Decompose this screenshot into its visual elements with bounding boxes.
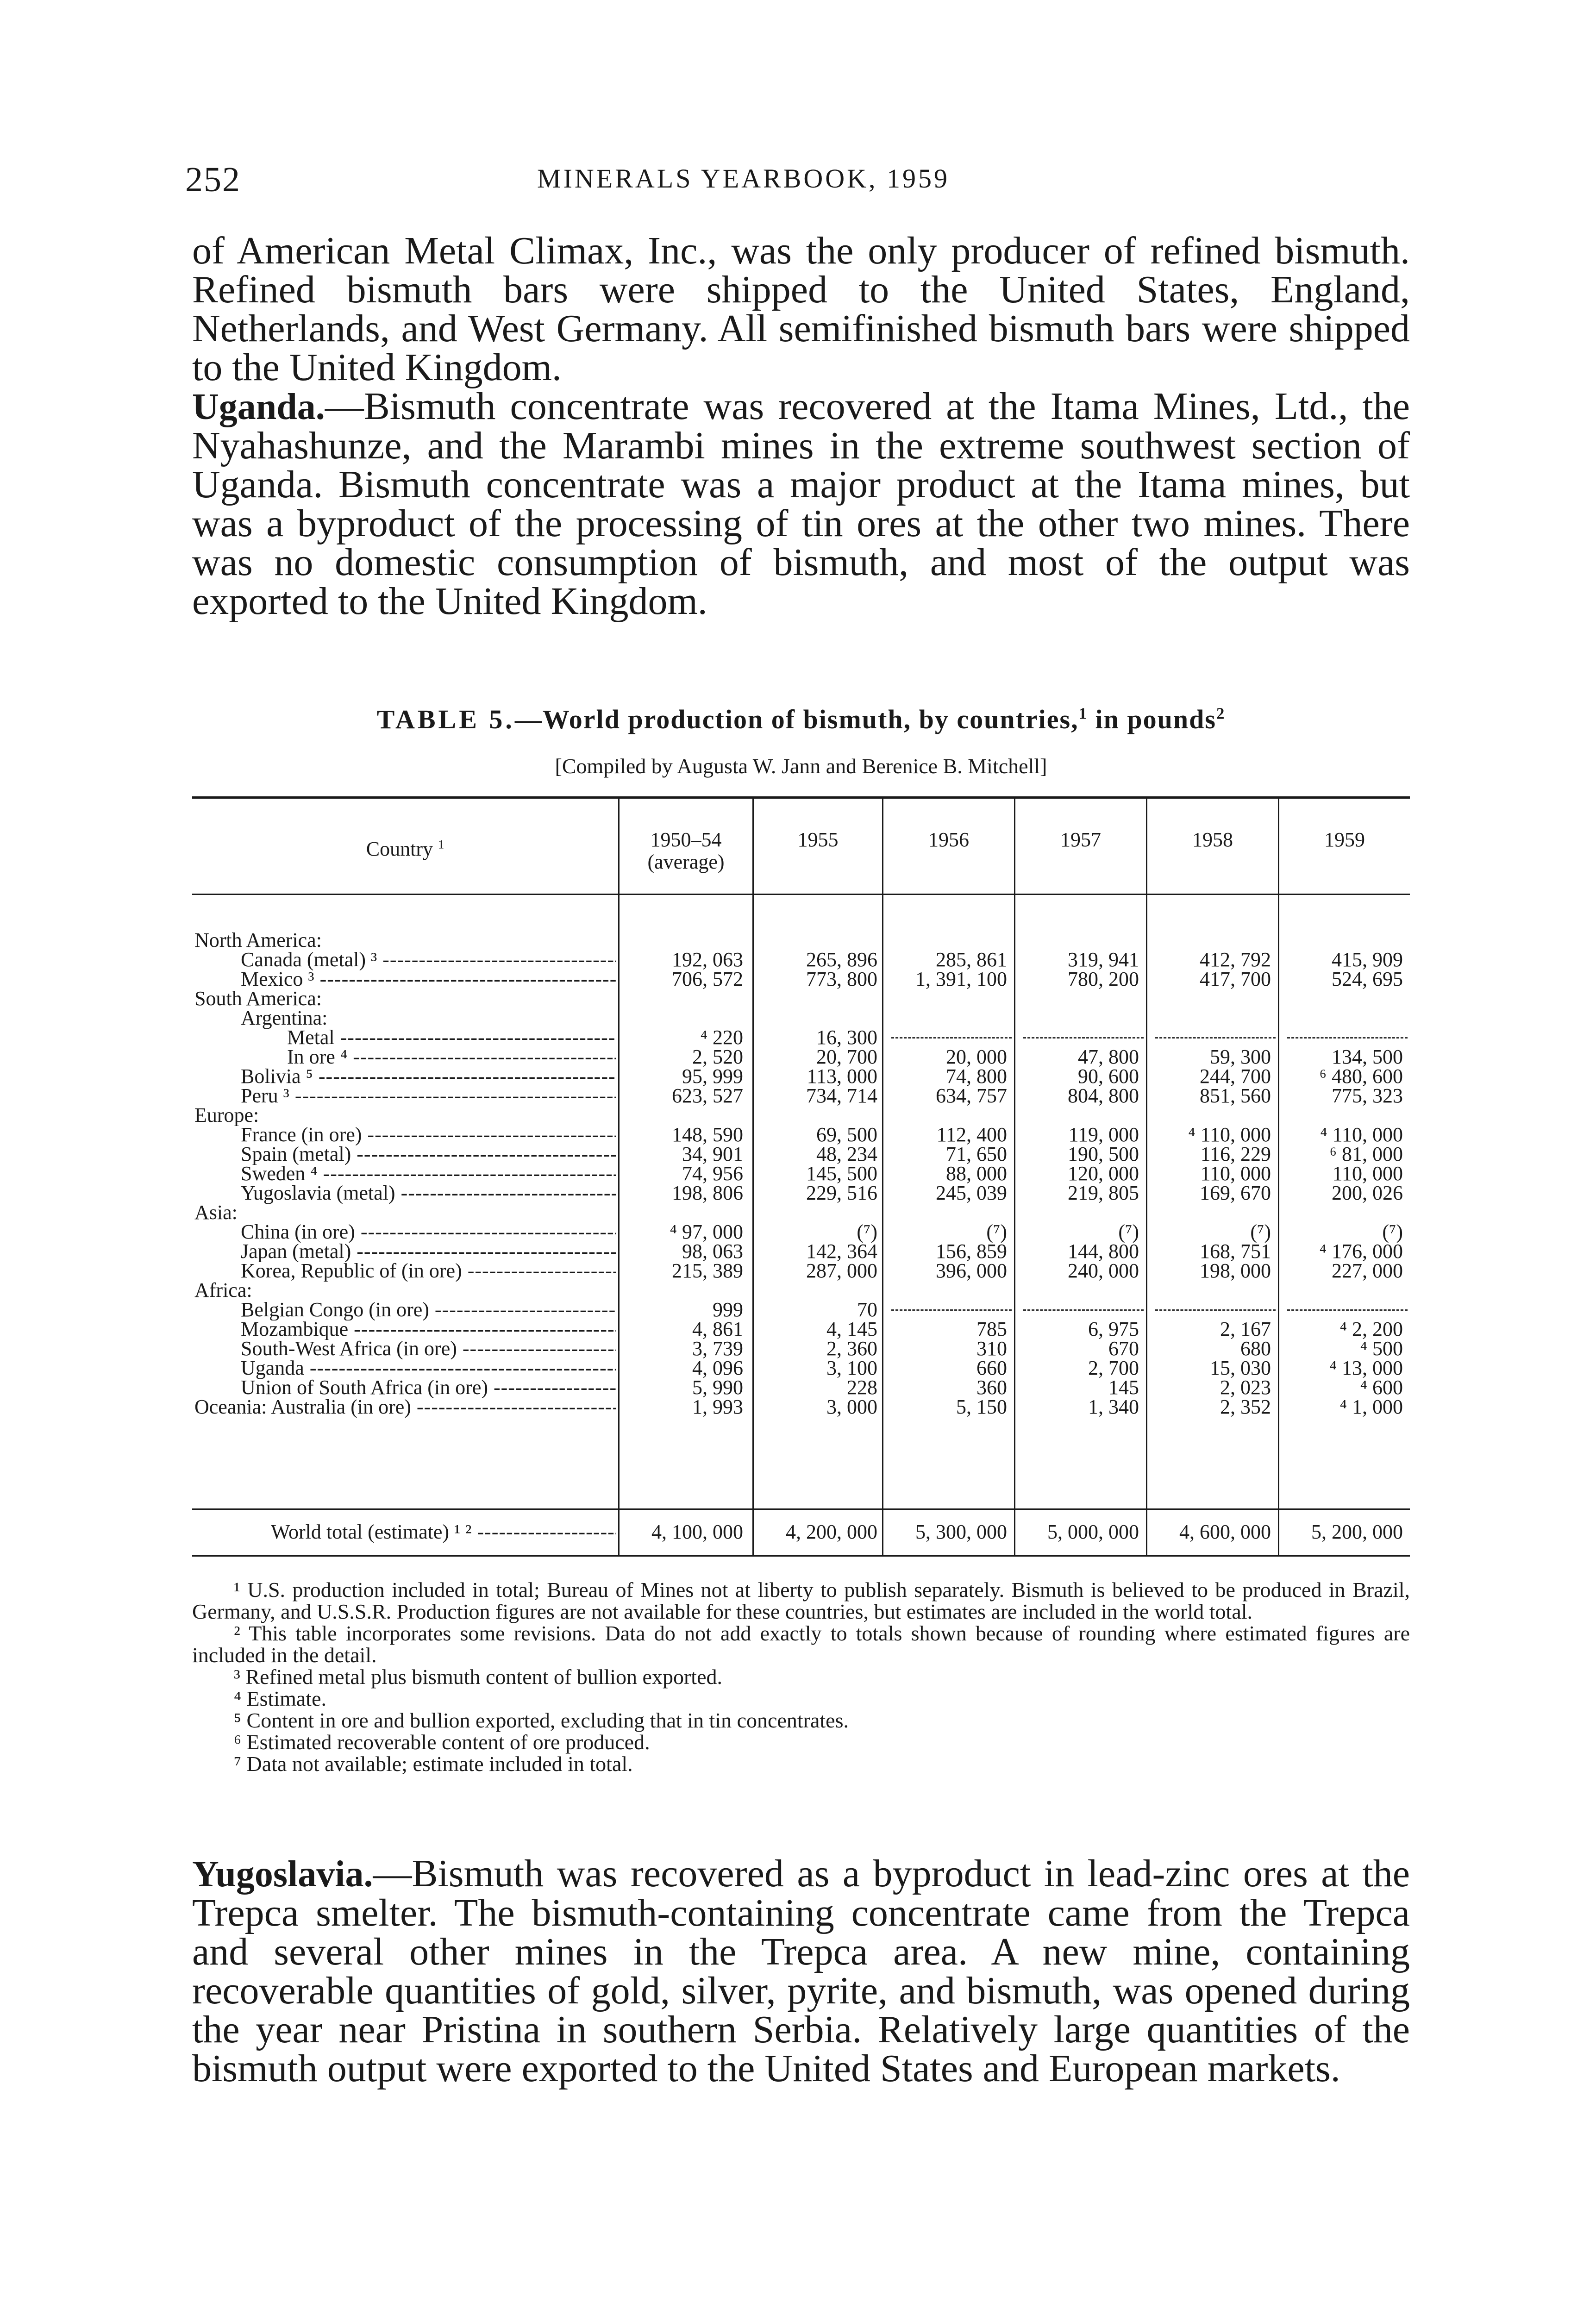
dash-cell	[1155, 1309, 1276, 1311]
cell: 16, 300	[816, 1026, 877, 1049]
footnote: ⁴ Estimate.	[234, 1687, 326, 1710]
footnote: ³ Refined metal plus bismuth content of bullion exported.	[234, 1665, 722, 1689]
cell: ⁴ 1, 000	[1339, 1395, 1403, 1418]
cell: 145, 500	[806, 1162, 877, 1185]
uganda-text: —Bismuth concentrate was recovered at the Itama Mines, Ltd., the Nyahashunze, and the Marambi mines in the extreme southwest section of Uganda. Bismuth concentrate was a major product at the Itama mines, but was a byproduct of the processing of tin ores at the other two mines. There was no domestic consumption of bismuth, and most of the output was exported to the United Kingdom.	[192, 385, 1410, 623]
cell: ⁶ 81, 000	[1329, 1143, 1403, 1165]
cell: 198, 806	[672, 1182, 743, 1204]
cell: 660	[976, 1357, 1007, 1379]
table-top-rule	[192, 796, 1410, 799]
cell: (⁷)	[857, 1220, 877, 1243]
header-1955: 1955	[797, 828, 839, 851]
cell: 145	[1108, 1376, 1139, 1399]
row-label: Africa:	[194, 1280, 252, 1301]
table-row	[192, 988, 1410, 1009]
cell: 71, 650	[946, 1143, 1007, 1165]
cell: 215, 389	[672, 1259, 743, 1282]
cell: 156, 859	[936, 1240, 1007, 1263]
row-label: Metal -----	[287, 1027, 616, 1048]
cell: 524, 695	[1332, 968, 1403, 990]
running-title: MINERALS YEARBOOK, 1959	[537, 163, 950, 194]
row-label: South-West Africa (in ore) -----	[241, 1338, 616, 1359]
cell: 48, 234	[816, 1143, 877, 1165]
cell: 2, 352	[1220, 1395, 1271, 1418]
cell: 804, 800	[1068, 1084, 1139, 1107]
cell: 229, 516	[806, 1182, 877, 1204]
table-row	[192, 1260, 1410, 1282]
row-label: Oceania: Australia (in ore) -----	[194, 1396, 616, 1418]
cell: 148, 590	[672, 1123, 743, 1146]
cell: 415, 909	[1332, 948, 1403, 971]
table-total-rule-top	[192, 1508, 1410, 1510]
cell: ⁴ 110, 000	[1320, 1123, 1403, 1146]
cell: 623, 527	[672, 1084, 743, 1107]
cell: 98, 063	[682, 1240, 743, 1263]
row-label: Asia:	[194, 1202, 238, 1223]
table-row	[192, 1183, 1410, 1204]
cell: 3, 000	[826, 1395, 877, 1418]
cell: 142, 364	[806, 1240, 877, 1263]
page-number: 252	[185, 160, 241, 199]
dash-cell	[1287, 1037, 1408, 1039]
intro-paragraph: of American Metal Climax, Inc., was the only producer of refined bismuth. Refined bismuth bars were shipped to the United States, England, Netherlands, and West Germany. All semifinished bismuth bars were shipped to the United Kingdom.	[192, 229, 1410, 389]
cell: 70	[857, 1298, 877, 1321]
row-label: Sweden ⁴ -----	[241, 1163, 616, 1184]
cell: 780, 200	[1068, 968, 1139, 990]
cell: 634, 757	[936, 1084, 1007, 1107]
cell: 412, 792	[1200, 948, 1271, 971]
row-label: Spain (metal) -----	[241, 1144, 616, 1165]
cell: 2, 700	[1088, 1357, 1139, 1379]
header-1950-54: 1950–54 (average)	[647, 828, 725, 873]
cell: 775, 323	[1332, 1084, 1403, 1107]
total-cell: 4, 100, 000	[651, 1520, 743, 1543]
total-label: World total (estimate) ¹ ² -----	[271, 1521, 616, 1543]
cell: ⁴ 176, 000	[1319, 1240, 1403, 1263]
cell: 670	[1108, 1337, 1139, 1360]
cell: 240, 000	[1068, 1259, 1139, 1282]
dash-cell	[1023, 1037, 1144, 1039]
cell: 999	[713, 1298, 743, 1321]
table-row	[192, 1319, 1410, 1340]
cell: 192, 063	[672, 948, 743, 971]
cell: 20, 000	[946, 1045, 1007, 1068]
cell: 396, 000	[936, 1259, 1007, 1282]
dash-cell	[1155, 1037, 1276, 1039]
row-label: Peru ³ -----	[241, 1085, 616, 1107]
cell: 15, 030	[1210, 1357, 1271, 1379]
cell: 1, 340	[1088, 1395, 1139, 1418]
cell: 310	[976, 1337, 1007, 1360]
cell: 116, 229	[1200, 1143, 1271, 1165]
row-label: In ore ⁴ -----	[287, 1046, 616, 1068]
dash-cell	[891, 1309, 1012, 1311]
cell: 119, 000	[1068, 1123, 1139, 1146]
cell: 198, 000	[1200, 1259, 1271, 1282]
header-1959: 1959	[1324, 828, 1365, 851]
cell: 113, 000	[807, 1065, 877, 1088]
footnote: ⁵ Content in ore and bullion exported, excluding that in tin concentrates.	[234, 1708, 849, 1732]
table-row	[192, 1085, 1410, 1107]
cell: 74, 800	[946, 1065, 1007, 1088]
cell: 169, 670	[1200, 1182, 1271, 1204]
table-row	[192, 1202, 1410, 1223]
cell: 190, 500	[1068, 1143, 1139, 1165]
total-cell: 5, 200, 000	[1311, 1520, 1403, 1543]
footnote: ² This table incorporates some revisions. Data do not add exactly to totals shown because of rounding where estimated figures are included in the detail.	[192, 1621, 1410, 1667]
cell: 244, 700	[1200, 1065, 1271, 1088]
table-row	[192, 1396, 1410, 1418]
cell: 5, 150	[956, 1395, 1007, 1418]
row-label: South America:	[194, 988, 322, 1009]
cell: 168, 751	[1200, 1240, 1271, 1263]
cell: 47, 800	[1078, 1045, 1139, 1068]
cell: ⁴ 500	[1360, 1337, 1403, 1360]
footnote: ¹ U.S. production included in total; Bureau of Mines not at liberty to publish separately. Bismuth is believed to be produced in Brazil, Germany, and U.S.S.R. Production figures are not available for these countries, but estimates are included in the world total.	[192, 1578, 1410, 1623]
row-label: Mozambique -----	[241, 1319, 616, 1340]
yugoslavia-text: —Bismuth was recovered as a byproduct in lead-zinc ores at the Trepca smelter. The bismuth-containing concentrate came from the Trepca and several other mines in the Trepca area. A new mine, containing recoverable quantities of gold, silver, pyrite, and bismuth, was opened during the year near Pristina in southern Serbia. Relatively large quantities of the bismuth output were exported to the United States and European markets.	[192, 1852, 1410, 2090]
cell: ⁴ 600	[1360, 1376, 1403, 1399]
cell: ⁴ 97, 000	[670, 1220, 743, 1243]
row-label: Yugoslavia (metal) -----	[241, 1183, 616, 1204]
row-label: Europe:	[194, 1105, 259, 1126]
row-label: France (in ore) -----	[241, 1124, 616, 1145]
row-label: Argentina:	[241, 1007, 328, 1029]
cell: 245, 039	[936, 1182, 1007, 1204]
table-footnotes	[192, 1579, 1410, 1775]
cell: 74, 956	[682, 1162, 743, 1185]
cell: 88, 000	[946, 1162, 1007, 1185]
cell: 417, 700	[1200, 968, 1271, 990]
table-row	[192, 1280, 1410, 1301]
table-total-row	[192, 1521, 1410, 1543]
table-title: TABLE 5.—World production of bismuth, by countries,$^1$ in pounds$^2$	[376, 704, 1226, 734]
cell: ⁴ 110, 000	[1188, 1123, 1271, 1146]
cell: 4, 145	[826, 1318, 877, 1340]
cell: 2, 360	[826, 1337, 877, 1360]
header-country: Country $^1$	[366, 837, 444, 860]
row-label: China (in ore) -----	[241, 1221, 616, 1243]
cell: ⁴ 220	[700, 1026, 743, 1049]
table-header-rule	[192, 894, 1410, 895]
cell: 120, 000	[1068, 1162, 1139, 1185]
cell: 227, 000	[1332, 1259, 1403, 1282]
cell: 360	[976, 1376, 1007, 1399]
cell: 228	[847, 1376, 877, 1399]
cell: 319, 941	[1068, 948, 1139, 971]
cell: 1, 993	[692, 1395, 743, 1418]
yugoslavia-section	[192, 1854, 1410, 2088]
cell: 112, 400	[936, 1123, 1007, 1146]
yugoslavia-paragraph	[192, 1854, 1410, 2088]
cell: 285, 861	[936, 948, 1007, 971]
cell: 200, 026	[1332, 1182, 1403, 1204]
row-label: Belgian Congo (in ore) -----	[241, 1299, 616, 1320]
cell: 706, 572	[672, 968, 743, 990]
row-label: Korea, Republic of (in ore) -----	[241, 1260, 616, 1282]
cell: 734, 714	[806, 1084, 877, 1107]
total-cell: 4, 200, 000	[786, 1520, 877, 1543]
cell: 3, 100	[826, 1357, 877, 1379]
cell: (⁷)	[986, 1220, 1007, 1243]
cell: (⁷)	[1118, 1220, 1139, 1243]
total-cell: 5, 300, 000	[915, 1520, 1007, 1543]
cell: 1, 391, 100	[915, 968, 1007, 990]
uganda-paragraph	[192, 387, 1410, 621]
cell: 95, 999	[682, 1065, 743, 1088]
row-label: Canada (metal) ³ -----	[241, 949, 616, 970]
cell: 110, 000	[1200, 1162, 1271, 1185]
header-1956: 1956	[928, 828, 969, 851]
cell: 59, 300	[1210, 1045, 1271, 1068]
dash-cell	[1023, 1309, 1144, 1311]
cell: 20, 700	[816, 1045, 877, 1068]
cell: 2, 023	[1220, 1376, 1271, 1399]
yugoslavia-heading: Yugoslavia.	[192, 1854, 373, 1895]
footnote: ⁶ Estimated recoverable content of ore produced.	[234, 1730, 650, 1754]
cell: 6, 975	[1088, 1318, 1139, 1340]
cell: ⁶ 480, 600	[1319, 1065, 1403, 1088]
total-cell: 5, 000, 000	[1047, 1520, 1139, 1543]
cell: 34, 901	[682, 1143, 743, 1165]
cell: ⁴ 13, 000	[1329, 1357, 1403, 1379]
table-compiled-by: [Compiled by Augusta W. Jann and Berenice B. Mitchell]	[555, 754, 1047, 778]
cell: (⁷)	[1250, 1220, 1271, 1243]
row-label: Bolivia ⁵ -----	[241, 1066, 616, 1087]
cell: 5, 990	[692, 1376, 743, 1399]
cell: 219, 805	[1068, 1182, 1139, 1204]
row-label: Union of South Africa (in ore) -----	[241, 1377, 616, 1398]
cell: 3, 739	[692, 1337, 743, 1360]
cell: 144, 800	[1068, 1240, 1139, 1263]
total-cell: 4, 600, 000	[1179, 1520, 1271, 1543]
cell: 2, 520	[692, 1045, 743, 1068]
cell: 265, 896	[806, 948, 877, 971]
cell: 680	[1240, 1337, 1271, 1360]
dash-cell	[891, 1037, 1012, 1039]
row-label: Japan (metal) -----	[241, 1241, 616, 1262]
row-label: Mexico ³ -----	[241, 969, 616, 990]
cell: 4, 861	[692, 1318, 743, 1340]
cell: ⁴ 2, 200	[1339, 1318, 1403, 1340]
row-label: Uganda -----	[241, 1358, 616, 1379]
cell: 773, 800	[806, 968, 877, 990]
row-label: North America:	[194, 930, 322, 951]
uganda-heading: Uganda.	[192, 387, 325, 427]
cell: 287, 000	[806, 1259, 877, 1282]
cell: 134, 500	[1332, 1045, 1403, 1068]
table-bottom-rule	[192, 1555, 1410, 1557]
dash-cell	[1287, 1309, 1408, 1311]
cell: 851, 560	[1200, 1084, 1271, 1107]
header-1957: 1957	[1060, 828, 1101, 851]
cell: 4, 096	[692, 1357, 743, 1379]
intro-text	[192, 229, 1410, 623]
header-1958: 1958	[1192, 828, 1233, 851]
cell: 90, 600	[1078, 1065, 1139, 1088]
table-row	[192, 1007, 1410, 1029]
cell: 785	[976, 1318, 1007, 1340]
cell: (⁷)	[1382, 1220, 1403, 1243]
cell: 110, 000	[1332, 1162, 1403, 1185]
cell: 2, 167	[1220, 1318, 1271, 1340]
footnote: ⁷ Data not available; estimate included in total.	[234, 1752, 633, 1776]
table-row	[192, 969, 1410, 990]
cell: 69, 500	[816, 1123, 877, 1146]
